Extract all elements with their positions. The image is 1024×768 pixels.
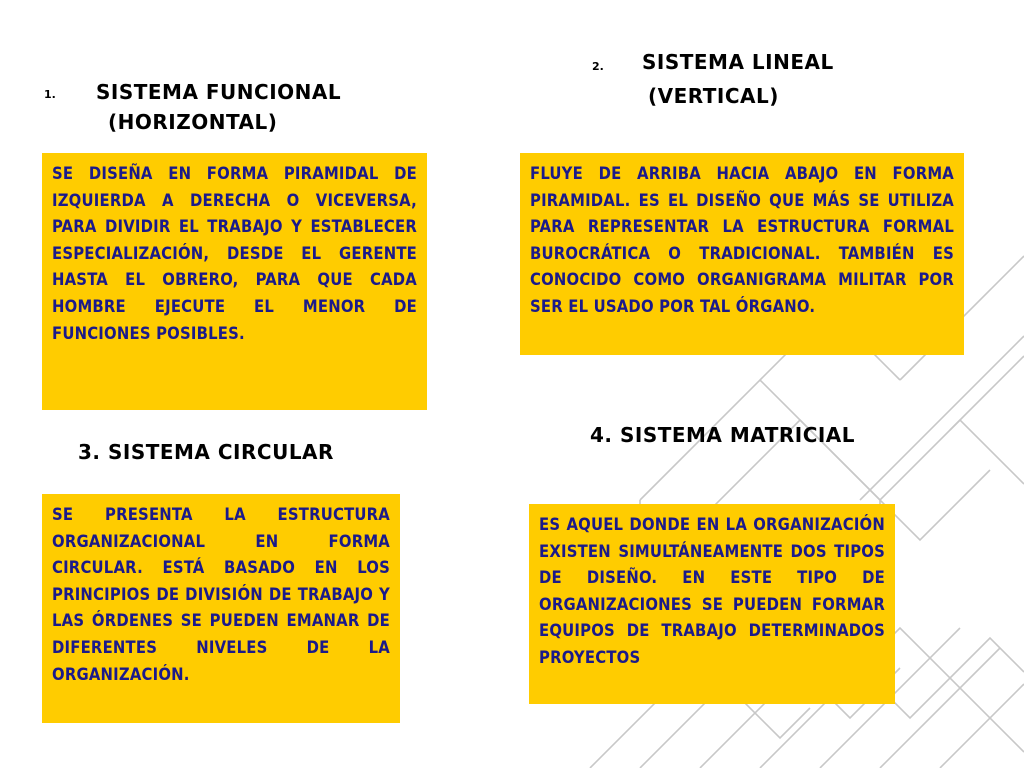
- section-1-number: 1.: [44, 88, 56, 101]
- section-4-body: ES AQUEL DONDE EN LA ORGANIZACIÓN EXISTEN SIMULTÁNEAMENTE DOS TIPOS DE DISEÑO. EN ESTE TIPO DE ORGANIZACIONES SE PUEDEN FORMAR EQUIPOS DE TRABAJO DETERMINADOS PROYECTOS: [539, 515, 885, 667]
- section-2-body: FLUYE DE ARRIBA HACIA ABAJO EN FORMA PIRAMIDAL. ES EL DISEÑO QUE MÁS SE UTILIZA PARA REPRESENTAR LA ESTRUCTURA FORMAL BUROCRÁTICA O TRADICIONAL. TAMBIÉN ES CONOCIDO COMO ORGANIGRAMA MILITAR POR SER EL USADO POR TAL ÓRGANO.: [530, 164, 954, 316]
- section-4-heading: [590, 423, 855, 447]
- section-2-heading: [590, 50, 910, 110]
- section-2-title-line1: SISTEMA LINEAL: [642, 50, 834, 74]
- section-3-body: SE PRESENTA LA ESTRUCTURA ORGANIZACIONAL EN FORMA CIRCULAR. ESTÁ BASADO EN LOS PRINCIPIOS DE DIVISIÓN DE TRABAJO Y LAS ÓRDENES SE PUEDEN EMANAR DE DIFERENTES NIVELES DE LA ORGANIZACIÓN.: [52, 505, 390, 684]
- section-3-box: [42, 494, 400, 723]
- section-1-box: [42, 153, 427, 410]
- section-1-title-line2: (HORIZONTAL): [108, 110, 278, 134]
- section-1-heading: [42, 80, 362, 140]
- section-2-title-line2: (VERTICAL): [648, 84, 779, 108]
- section-4-box: [529, 504, 895, 704]
- section-3-heading: [78, 440, 334, 464]
- section-4-title: 4. SISTEMA MATRICIAL: [590, 423, 856, 447]
- section-2-number: 2.: [592, 60, 604, 73]
- section-1-body: SE DISEÑA EN FORMA PIRAMIDAL DE IZQUIERDA A DERECHA O VICEVERSA, PARA DIVIDIR EL TRABAJO Y ESTABLECER ESPECIALIZACIÓN, DESDE EL GERENTE HASTA EL OBRERO, PARA QUE CADA HOMBRE EJECUTE EL MENOR DE FUNCIONES POSIBLES.: [52, 164, 417, 343]
- section-3-title: 3. SISTEMA CIRCULAR: [78, 440, 334, 464]
- section-2-box: [520, 153, 964, 355]
- section-1-title-line1: SISTEMA FUNCIONAL: [96, 80, 342, 104]
